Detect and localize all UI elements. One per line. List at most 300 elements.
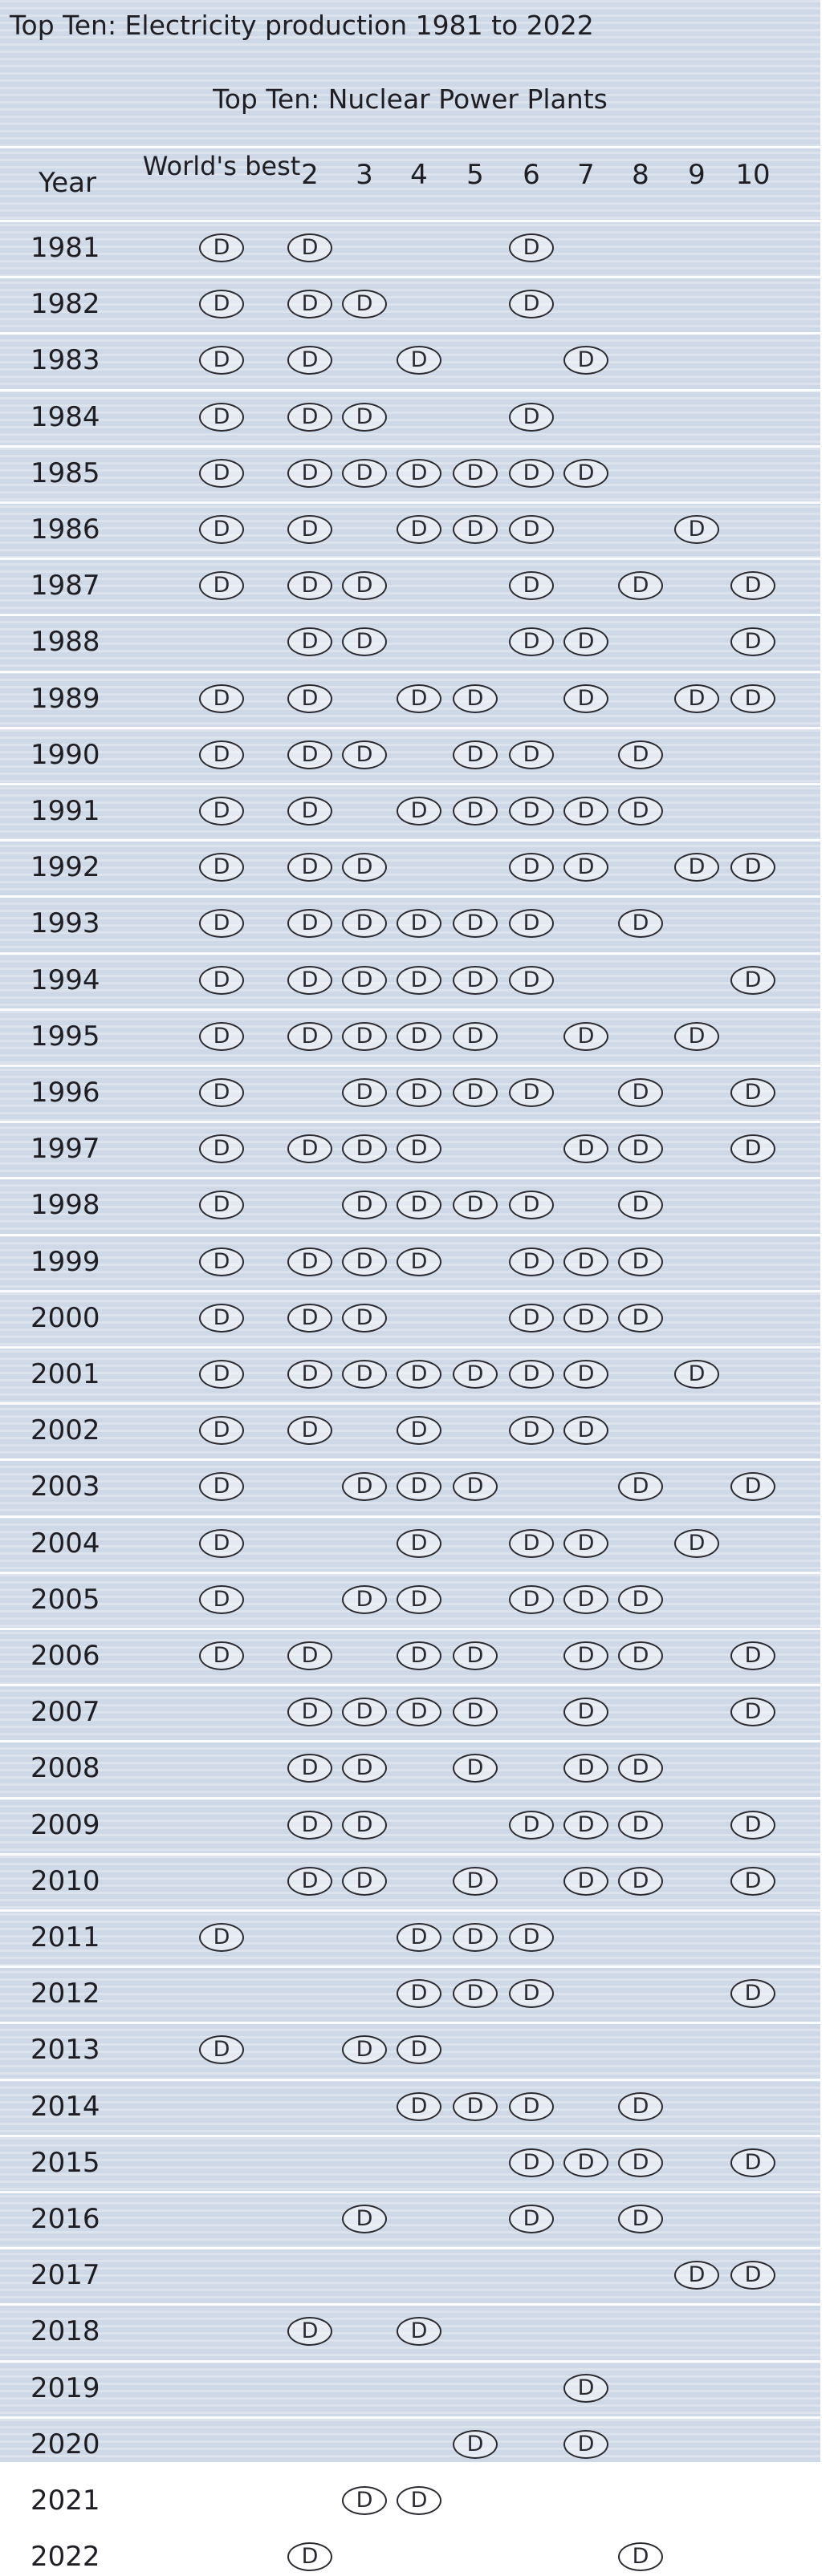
rank-marker-6: D xyxy=(509,1811,554,1840)
row-separator xyxy=(0,1346,820,1349)
rank-marker-7: D xyxy=(563,1247,608,1276)
rank-marker-3: D xyxy=(342,1867,387,1896)
table-row xyxy=(0,1131,820,1168)
rank-marker-3: D xyxy=(342,966,387,995)
year-label: 2016 xyxy=(31,2203,100,2235)
rank-marker-9: D xyxy=(674,853,719,882)
rank-marker-1: D xyxy=(199,966,244,995)
rank-marker-10: D xyxy=(730,2148,775,2177)
row-separator xyxy=(0,1965,820,1968)
rank-marker-5: D xyxy=(453,1923,498,1952)
year-label: 1995 xyxy=(31,1020,100,1053)
rank-marker-6: D xyxy=(509,403,554,432)
row-separator xyxy=(0,2079,820,2081)
rank-marker-8: D xyxy=(618,2148,663,2177)
rank-marker-3: D xyxy=(342,1191,387,1219)
rank-marker-10: D xyxy=(730,1979,775,2008)
rank-marker-6: D xyxy=(509,1979,554,2008)
year-label: 2017 xyxy=(31,2259,100,2292)
row-separator xyxy=(0,1853,820,1856)
rank-marker-2: D xyxy=(287,966,332,995)
table-row xyxy=(0,1075,820,1112)
column-header-rank-7: 7 xyxy=(577,159,595,191)
rank-marker-4: D xyxy=(397,1416,441,1445)
year-label: 2012 xyxy=(31,1978,100,2010)
rank-marker-3: D xyxy=(342,853,387,882)
rank-marker-2: D xyxy=(287,853,332,882)
rank-marker-7: D xyxy=(563,1304,608,1333)
year-label: 1986 xyxy=(31,513,100,546)
rank-marker-8: D xyxy=(618,1754,663,1783)
rank-marker-4: D xyxy=(397,1191,441,1219)
rank-marker-3: D xyxy=(342,740,387,769)
table-row xyxy=(0,343,820,379)
row-separator xyxy=(0,445,820,448)
row-separator xyxy=(0,671,820,673)
rank-marker-2: D xyxy=(287,627,332,656)
table-row xyxy=(0,624,820,661)
year-label: 2008 xyxy=(31,1752,100,1785)
rank-marker-3: D xyxy=(342,2035,387,2064)
rank-marker-1: D xyxy=(199,571,244,600)
rank-marker-6: D xyxy=(509,2148,554,2177)
row-separator xyxy=(0,2022,820,2024)
year-label: 1985 xyxy=(31,456,100,489)
rank-marker-5: D xyxy=(453,515,498,544)
table-row xyxy=(0,850,820,886)
rank-marker-3: D xyxy=(342,1078,387,1107)
rank-marker-10: D xyxy=(730,1698,775,1726)
rank-marker-7: D xyxy=(563,2148,608,2177)
rank-marker-7: D xyxy=(563,1360,608,1389)
column-header-rank-10: 10 xyxy=(735,159,771,191)
rank-marker-2: D xyxy=(287,1698,332,1726)
row-separator xyxy=(0,1177,820,1179)
rank-marker-2: D xyxy=(287,233,332,262)
table-row xyxy=(0,1976,820,2013)
rank-marker-3: D xyxy=(342,1360,387,1389)
table-row xyxy=(0,2258,820,2294)
chart-title: Top Ten: Electricity production 1981 to 2022 xyxy=(10,10,594,41)
row-separator xyxy=(0,2360,820,2363)
row-separator xyxy=(0,501,820,504)
row-separator xyxy=(0,1684,820,1686)
rank-marker-9: D xyxy=(674,1022,719,1051)
rank-marker-1: D xyxy=(199,1078,244,1107)
rank-marker-9: D xyxy=(674,515,719,544)
rank-marker-5: D xyxy=(453,1360,498,1389)
year-label: 1988 xyxy=(31,626,100,659)
rank-marker-6: D xyxy=(509,966,554,995)
rank-marker-10: D xyxy=(730,1641,775,1670)
rank-marker-6: D xyxy=(509,1360,554,1389)
row-separator xyxy=(0,1290,820,1292)
table-row xyxy=(0,963,820,1000)
row-separator xyxy=(0,276,820,278)
column-header-rank-8: 8 xyxy=(632,159,649,191)
year-label: 2022 xyxy=(31,2541,100,2574)
table-row xyxy=(0,400,820,436)
table-row xyxy=(0,1357,820,1393)
year-label: 2014 xyxy=(31,2090,100,2123)
rank-marker-4: D xyxy=(397,1979,441,2008)
rank-marker-4: D xyxy=(397,2317,441,2346)
year-label: 2002 xyxy=(31,1414,100,1447)
row-separator xyxy=(0,2135,820,2137)
rank-marker-7: D xyxy=(563,1867,608,1896)
rank-marker-5: D xyxy=(453,1979,498,2008)
rank-marker-6: D xyxy=(509,853,554,882)
rank-marker-1: D xyxy=(199,1191,244,1219)
rank-marker-5: D xyxy=(453,1022,498,1051)
year-label: 2005 xyxy=(31,1583,100,1616)
rank-marker-10: D xyxy=(730,1472,775,1501)
year-label: 2011 xyxy=(31,1921,100,1953)
rank-marker-1: D xyxy=(199,1360,244,1389)
rank-marker-1: D xyxy=(199,1247,244,1276)
row-separator xyxy=(0,1008,820,1011)
column-header-rank-4: 4 xyxy=(410,159,428,191)
table-row xyxy=(0,2032,820,2069)
rank-marker-4: D xyxy=(397,459,441,488)
rank-marker-8: D xyxy=(618,1641,663,1670)
rank-marker-8: D xyxy=(618,797,663,826)
rank-marker-5: D xyxy=(453,1472,498,1501)
table-row xyxy=(0,2201,820,2238)
rank-marker-1: D xyxy=(199,2035,244,2064)
rank-marker-10: D xyxy=(730,966,775,995)
rank-marker-6: D xyxy=(509,1416,554,1445)
rank-marker-10: D xyxy=(730,684,775,713)
table-row xyxy=(0,737,820,774)
rank-marker-2: D xyxy=(287,1304,332,1333)
row-separator xyxy=(0,332,820,335)
rank-marker-2: D xyxy=(287,459,332,488)
rank-marker-10: D xyxy=(730,1134,775,1163)
rank-marker-4: D xyxy=(397,909,441,938)
rank-marker-4: D xyxy=(397,1247,441,1276)
rank-marker-4: D xyxy=(397,1022,441,1051)
rank-marker-7: D xyxy=(563,1529,608,1558)
row-separator xyxy=(0,1740,820,1742)
rank-marker-10: D xyxy=(730,2261,775,2290)
rank-marker-6: D xyxy=(509,1247,554,1276)
chart-subtitle: Top Ten: Nuclear Power Plants xyxy=(213,83,608,115)
rank-marker-1: D xyxy=(199,1529,244,1558)
rank-marker-4: D xyxy=(397,797,441,826)
rank-marker-2: D xyxy=(287,797,332,826)
table-row xyxy=(0,2539,820,2576)
rank-marker-5: D xyxy=(453,1698,498,1726)
row-separator xyxy=(0,1121,820,1123)
table-row xyxy=(0,1694,820,1731)
rank-marker-5: D xyxy=(453,1078,498,1107)
rank-marker-5: D xyxy=(453,1191,498,1219)
rank-marker-2: D xyxy=(287,1247,332,1276)
year-label: 1993 xyxy=(31,907,100,940)
year-label: 2006 xyxy=(31,1640,100,1672)
row-separator xyxy=(0,783,820,785)
rank-marker-10: D xyxy=(730,627,775,656)
rank-marker-2: D xyxy=(287,1867,332,1896)
column-header-rank-5: 5 xyxy=(466,159,484,191)
rank-marker-3: D xyxy=(342,1698,387,1726)
rank-marker-9: D xyxy=(674,2261,719,2290)
rank-marker-10: D xyxy=(730,1078,775,1107)
rank-marker-8: D xyxy=(618,2205,663,2233)
year-label: 2009 xyxy=(31,1808,100,1841)
header-separator xyxy=(0,146,820,148)
rank-marker-1: D xyxy=(199,1641,244,1670)
table-row xyxy=(0,1526,820,1563)
rank-marker-6: D xyxy=(509,627,554,656)
rank-marker-2: D xyxy=(287,1416,332,1445)
year-label: 2004 xyxy=(31,1527,100,1560)
row-separator xyxy=(0,2416,820,2419)
table-row xyxy=(0,1638,820,1675)
rank-marker-2: D xyxy=(287,403,332,432)
rank-marker-4: D xyxy=(397,1472,441,1501)
year-label: 1989 xyxy=(31,682,100,715)
rank-marker-1: D xyxy=(199,1585,244,1614)
rank-marker-7: D xyxy=(563,684,608,713)
rank-marker-8: D xyxy=(618,571,663,600)
rank-marker-7: D xyxy=(563,459,608,488)
rank-marker-4: D xyxy=(397,1923,441,1952)
rank-marker-4: D xyxy=(397,515,441,544)
rank-marker-1: D xyxy=(199,797,244,826)
rank-marker-8: D xyxy=(618,1134,663,1163)
rank-marker-3: D xyxy=(342,1247,387,1276)
rank-marker-4: D xyxy=(397,1585,441,1614)
rank-marker-7: D xyxy=(563,2430,608,2459)
row-separator xyxy=(0,2303,820,2306)
table-row xyxy=(0,2089,820,2126)
rank-marker-1: D xyxy=(199,1022,244,1051)
year-label: 2007 xyxy=(31,1696,100,1729)
rank-marker-2: D xyxy=(287,290,332,318)
rank-marker-6: D xyxy=(509,2092,554,2121)
column-header-worlds-best: World's best xyxy=(142,151,301,181)
row-separator xyxy=(0,1797,820,1799)
year-label: 1983 xyxy=(31,344,100,377)
rank-marker-4: D xyxy=(397,2035,441,2064)
rank-marker-6: D xyxy=(509,571,554,600)
rank-marker-2: D xyxy=(287,2317,332,2346)
rank-marker-5: D xyxy=(453,684,498,713)
year-label: 1992 xyxy=(31,851,100,884)
rank-marker-7: D xyxy=(563,797,608,826)
rank-marker-6: D xyxy=(509,1191,554,1219)
rank-marker-2: D xyxy=(287,740,332,769)
year-label: 1991 xyxy=(31,795,100,827)
rank-marker-5: D xyxy=(453,459,498,488)
rank-marker-3: D xyxy=(342,1134,387,1163)
year-label: 2015 xyxy=(31,2146,100,2179)
rank-marker-7: D xyxy=(563,627,608,656)
rank-marker-6: D xyxy=(509,290,554,318)
year-label: 2000 xyxy=(31,1301,100,1334)
year-label: 2020 xyxy=(31,2428,100,2460)
year-label: 1999 xyxy=(31,1245,100,1278)
rank-marker-5: D xyxy=(453,1641,498,1670)
column-header-rank-9: 9 xyxy=(688,159,706,191)
rank-marker-6: D xyxy=(509,233,554,262)
row-separator xyxy=(0,614,820,616)
year-label: 1984 xyxy=(31,400,100,433)
rank-marker-3: D xyxy=(342,1754,387,1783)
rank-marker-3: D xyxy=(342,290,387,318)
rank-marker-1: D xyxy=(199,909,244,938)
rank-marker-8: D xyxy=(618,1247,663,1276)
rank-marker-4: D xyxy=(397,1529,441,1558)
rank-marker-3: D xyxy=(342,909,387,938)
column-header-rank-3: 3 xyxy=(356,159,373,191)
rank-marker-7: D xyxy=(563,346,608,375)
table-row xyxy=(0,793,820,830)
table-row xyxy=(0,1413,820,1450)
table-row xyxy=(0,2483,820,2520)
year-label: 2013 xyxy=(31,2034,100,2067)
rank-marker-6: D xyxy=(509,1304,554,1333)
table-row xyxy=(0,2314,820,2351)
table-row xyxy=(0,1807,820,1844)
rank-marker-4: D xyxy=(397,966,441,995)
rank-marker-1: D xyxy=(199,459,244,488)
year-label: 1981 xyxy=(31,232,100,264)
row-separator xyxy=(0,1234,820,1236)
rank-marker-8: D xyxy=(618,740,663,769)
rank-marker-3: D xyxy=(342,1585,387,1614)
table-row xyxy=(0,2145,820,2182)
row-separator xyxy=(0,952,820,955)
table-row xyxy=(0,456,820,493)
row-separator xyxy=(0,2247,820,2249)
row-separator xyxy=(0,1515,820,1518)
row-separator xyxy=(0,220,820,222)
rank-marker-6: D xyxy=(509,1078,554,1107)
rank-marker-2: D xyxy=(287,909,332,938)
year-label: 1998 xyxy=(31,1189,100,1222)
row-separator xyxy=(0,1402,820,1405)
rank-marker-2: D xyxy=(287,2542,332,2571)
year-label: 1997 xyxy=(31,1133,100,1166)
table-row xyxy=(0,1019,820,1056)
rank-marker-2: D xyxy=(287,571,332,600)
column-header-rank-6: 6 xyxy=(523,159,540,191)
rank-marker-4: D xyxy=(397,346,441,375)
table-row xyxy=(0,2427,820,2464)
year-label: 2010 xyxy=(31,1864,100,1897)
year-label: 1996 xyxy=(31,1077,100,1109)
rank-marker-6: D xyxy=(509,797,554,826)
rank-marker-2: D xyxy=(287,346,332,375)
year-label: 2018 xyxy=(31,2315,100,2348)
rank-marker-9: D xyxy=(674,1529,719,1558)
year-label: 1982 xyxy=(31,288,100,321)
rank-marker-5: D xyxy=(453,740,498,769)
rank-marker-3: D xyxy=(342,1811,387,1840)
rank-marker-8: D xyxy=(618,2092,663,2121)
rank-marker-6: D xyxy=(509,459,554,488)
rank-marker-4: D xyxy=(397,1078,441,1107)
table-row xyxy=(0,1300,820,1337)
rank-marker-9: D xyxy=(674,1360,719,1389)
rank-marker-8: D xyxy=(618,1811,663,1840)
row-separator xyxy=(0,2529,820,2531)
rank-marker-4: D xyxy=(397,1134,441,1163)
rank-marker-7: D xyxy=(563,1754,608,1783)
rank-marker-10: D xyxy=(730,853,775,882)
rank-marker-2: D xyxy=(287,515,332,544)
row-separator xyxy=(0,2191,820,2193)
rank-marker-7: D xyxy=(563,1698,608,1726)
row-separator xyxy=(0,727,820,729)
rank-marker-1: D xyxy=(199,233,244,262)
rank-marker-2: D xyxy=(287,1811,332,1840)
rank-marker-3: D xyxy=(342,1022,387,1051)
rank-marker-7: D xyxy=(563,1811,608,1840)
table-row xyxy=(0,512,820,549)
rank-marker-10: D xyxy=(730,571,775,600)
rank-marker-8: D xyxy=(618,1191,663,1219)
rank-marker-7: D xyxy=(563,853,608,882)
rank-marker-7: D xyxy=(563,2374,608,2403)
rank-marker-10: D xyxy=(730,1867,775,1896)
table-row xyxy=(0,1864,820,1901)
rank-marker-2: D xyxy=(287,684,332,713)
row-separator xyxy=(0,558,820,560)
rank-marker-3: D xyxy=(342,403,387,432)
row-separator xyxy=(0,1628,820,1630)
table-row xyxy=(0,1469,820,1506)
year-label: 1987 xyxy=(31,570,100,602)
table-row xyxy=(0,1920,820,1957)
table-row xyxy=(0,1244,820,1281)
rank-marker-5: D xyxy=(453,909,498,938)
rank-marker-5: D xyxy=(453,2092,498,2121)
rank-marker-7: D xyxy=(563,1134,608,1163)
year-label: 2003 xyxy=(31,1471,100,1503)
year-label: 2021 xyxy=(31,2485,100,2517)
rank-marker-5: D xyxy=(453,2430,498,2459)
row-separator xyxy=(0,1065,820,1067)
rank-marker-7: D xyxy=(563,1022,608,1051)
rank-marker-8: D xyxy=(618,1472,663,1501)
rank-marker-8: D xyxy=(618,1304,663,1333)
rank-marker-1: D xyxy=(199,1923,244,1952)
year-column-header: Year xyxy=(39,167,96,199)
rank-marker-6: D xyxy=(509,1585,554,1614)
rank-marker-2: D xyxy=(287,1134,332,1163)
rank-marker-9: D xyxy=(674,684,719,713)
rank-marker-1: D xyxy=(199,515,244,544)
year-label: 2019 xyxy=(31,2371,100,2404)
rank-marker-1: D xyxy=(199,290,244,318)
rank-marker-1: D xyxy=(199,1134,244,1163)
table-row xyxy=(0,1750,820,1787)
table-row xyxy=(0,906,820,943)
rank-marker-4: D xyxy=(397,1698,441,1726)
rank-marker-2: D xyxy=(287,1641,332,1670)
rank-marker-6: D xyxy=(509,909,554,938)
row-separator xyxy=(0,1458,820,1461)
row-separator xyxy=(0,895,820,898)
rank-marker-3: D xyxy=(342,1304,387,1333)
year-label: 1990 xyxy=(31,738,100,771)
year-label: 2001 xyxy=(31,1358,100,1390)
rank-marker-1: D xyxy=(199,740,244,769)
